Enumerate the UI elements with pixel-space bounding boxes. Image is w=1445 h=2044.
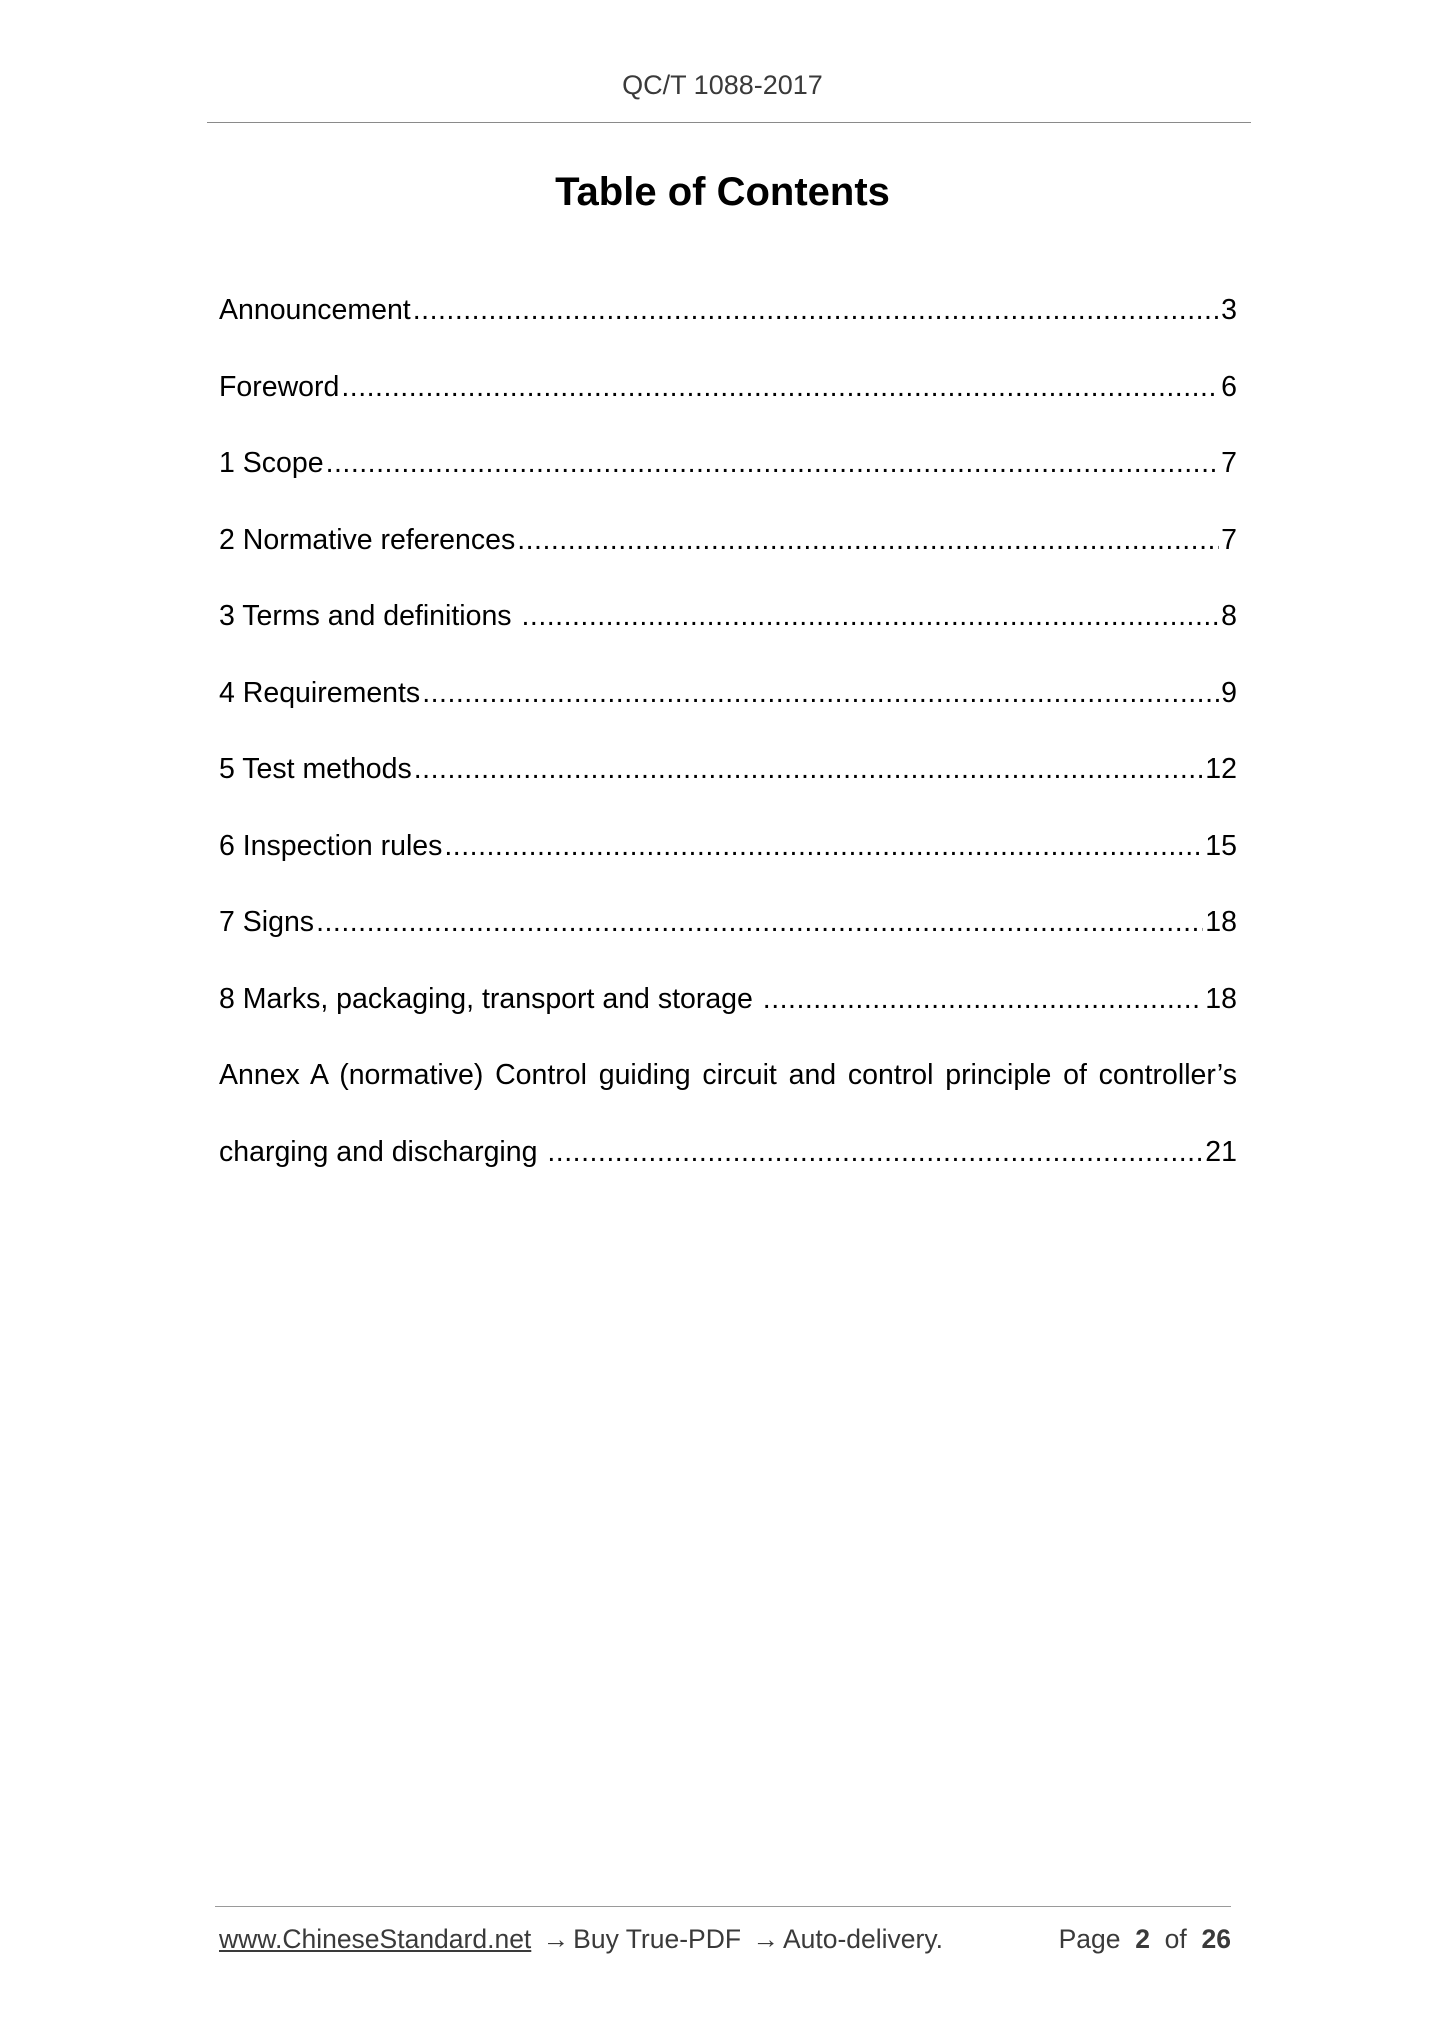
toc-entry-terms-and-definitions[interactable] — [219, 590, 1237, 667]
toc-entry-requirements[interactable] — [219, 667, 1237, 744]
current-page-number: 2 — [1135, 1924, 1150, 1954]
toc-entry-page: 6 — [1221, 370, 1237, 403]
toc-entry-page: 7 — [1221, 523, 1237, 556]
toc-entry-page: 3 — [1221, 294, 1237, 326]
dot-leader — [517, 514, 1219, 566]
toc-entry-label: 2 Normative references — [219, 523, 516, 556]
dot-leader — [316, 896, 1203, 948]
page-title: Table of Contents — [555, 170, 890, 214]
toc-entry-annex-a-line2 — [219, 1126, 1237, 1203]
toc-entry-label: 3 Terms and definitions — [219, 600, 520, 632]
toc-entry-label: Announcement — [219, 294, 411, 326]
page-word: Page — [1058, 1924, 1121, 1954]
toc-entry-page: 12 — [1205, 753, 1237, 785]
total-pages-number: 26 — [1201, 1924, 1231, 1954]
toc-entry-normative-references[interactable] — [219, 514, 1237, 591]
footer-divider — [215, 1906, 1231, 1907]
toc-entry-label-line1: Annex A (normative) Control guiding circuit and control principle of controller’s — [219, 1059, 1237, 1091]
toc-entry-label: 4 Requirements — [219, 676, 421, 709]
buy-true-pdf-text: Buy True-PDF — [573, 1924, 742, 1954]
auto-delivery-text: Auto-delivery. — [782, 1924, 943, 1954]
toc-entry-scope[interactable] — [219, 437, 1237, 514]
toc-entry-label: 7 Signs — [219, 906, 315, 938]
toc-entry-label: Foreword — [219, 370, 340, 403]
arrow-right-icon: → — [752, 1924, 779, 1954]
page-header: QC/T 1088-2017 — [622, 70, 823, 100]
table-of-contents — [219, 284, 1237, 1202]
toc-entry-label: 1 Scope — [219, 447, 324, 479]
page-footer — [219, 1924, 1231, 1955]
dot-leader — [341, 361, 1219, 413]
toc-entry-announcement[interactable] — [219, 284, 1237, 361]
website-link[interactable]: www.ChineseStandard.net — [219, 1924, 532, 1954]
dot-leader — [521, 590, 1219, 642]
of-word: of — [1164, 1924, 1187, 1954]
toc-entry-page: 21 — [1205, 1135, 1237, 1168]
toc-entry-page: 15 — [1205, 829, 1237, 862]
toc-entry-page: 18 — [1205, 906, 1237, 938]
dot-leader — [414, 743, 1204, 795]
dot-leader — [444, 820, 1203, 872]
toc-entry-label: 8 Marks, packaging, transport and storage — [219, 982, 761, 1015]
toc-entry-page: 18 — [1205, 982, 1237, 1015]
toc-entry-test-methods[interactable] — [219, 743, 1237, 820]
dot-leader — [547, 1126, 1203, 1178]
toc-entry-page: 7 — [1221, 447, 1237, 479]
dot-leader — [326, 437, 1220, 489]
header-divider — [207, 122, 1251, 123]
toc-entry-label: 5 Test methods — [219, 753, 412, 785]
page-number — [1059, 1924, 1231, 1955]
toc-entry-label-line2: charging and discharging — [219, 1135, 546, 1168]
footer-promo — [219, 1924, 943, 1955]
toc-entry-foreword[interactable] — [219, 361, 1237, 438]
dot-leader — [413, 284, 1219, 336]
dot-leader — [763, 973, 1204, 1025]
arrow-right-icon: → — [542, 1924, 570, 1954]
toc-entry-inspection-rules[interactable] — [219, 820, 1237, 897]
toc-entry-signs[interactable] — [219, 896, 1237, 973]
toc-entry-label: 6 Inspection rules — [219, 829, 443, 862]
toc-entry-page: 8 — [1221, 600, 1237, 632]
toc-entry-annex-a[interactable] — [219, 1049, 1237, 1202]
toc-entry-page: 9 — [1221, 676, 1237, 709]
toc-entry-marks-packaging[interactable] — [219, 973, 1237, 1050]
dot-leader — [422, 667, 1219, 719]
